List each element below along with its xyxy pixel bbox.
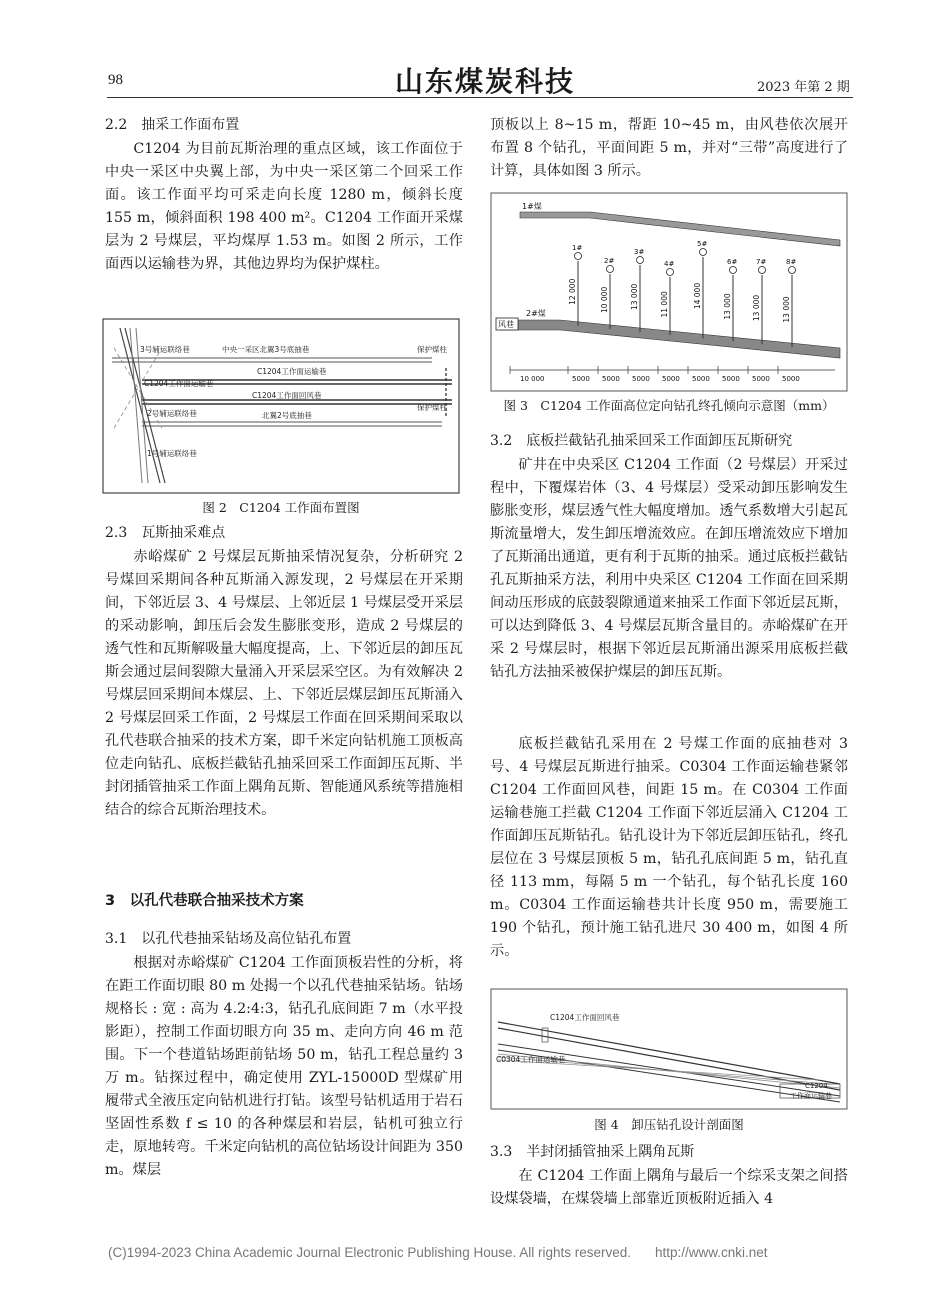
drill-hole-label: 4# bbox=[664, 260, 675, 268]
drill-hole-label: 2# bbox=[604, 257, 615, 265]
spacing-label: 5000 bbox=[602, 375, 620, 383]
spacing-label: 5000 bbox=[752, 375, 770, 383]
drill-hole-end bbox=[789, 267, 796, 274]
drill-hole-end bbox=[700, 249, 707, 256]
drill-hole-height: 13 000 bbox=[723, 293, 732, 320]
drill-hole-end bbox=[759, 267, 766, 274]
seam-2-label: 2#煤 bbox=[526, 309, 546, 318]
section-3-2-paragraph-1: 矿井在中央采区 C1204 工作面（2 号煤层）开采过程中，下覆煤岩体（3、4 号煤层）受采动卸压影响发生膨胀变形，煤层透气性大幅度增加。透气系数增大引起瓦斯流量增大，发生卸压增流效应。在卸压增流效应下增加了瓦斯涌出通道，更有利于瓦斯的抽采。通过底板拦截钻孔瓦斯抽采方法，利用中央采区 C1204 工作面在回采期间动压形成的底鼓裂隙通道来抽采工作面下邻近层瓦斯，可以达到降低 3、4 号煤层瓦斯含量目的。赤峪煤矿在开采 2 号煤层时，根据下邻近层瓦斯涌出源采用底板拦截钻孔方法抽采被保护煤层的卸压瓦斯。 bbox=[490, 457, 848, 680]
issue-label: 2023 年第 2 期 bbox=[757, 80, 850, 95]
drill-hole-label: 5# bbox=[697, 240, 708, 248]
drill-hole-height: 13 000 bbox=[782, 296, 791, 323]
section-3-1-heading: 3.1 以孔代巷抽采钻场及高位钻孔布置 bbox=[105, 931, 352, 947]
fig4-c1204-label-2: 工作面运输巷 bbox=[790, 1092, 832, 1100]
fig2-label-central-lane: 中央一采区北翼3号底抽巷 bbox=[222, 345, 310, 354]
figure-2-diagram bbox=[102, 318, 460, 494]
figure-3-diagram bbox=[490, 192, 848, 392]
seam-1-label: 1#煤 bbox=[522, 202, 542, 211]
page-number: 98 bbox=[108, 72, 123, 88]
drill-hole-height: 10 000 bbox=[600, 286, 609, 313]
drill-hole-label: 8# bbox=[786, 258, 797, 266]
fig2-label-lane2: 2号辅运联络巷 bbox=[147, 409, 197, 418]
fig2-label-protect-right: 保护煤柱 bbox=[417, 403, 447, 412]
drill-hole-end bbox=[607, 266, 614, 273]
fig4-return-label: C1204工作面回风巷 bbox=[550, 1013, 620, 1022]
section-3-heading: 3 以孔代巷联合抽采技术方案 bbox=[105, 893, 304, 909]
fig2-label-lane3: 3号辅运联络巷 bbox=[140, 345, 190, 354]
drill-hole-label: 7# bbox=[756, 258, 767, 266]
fig2-label-north2: 北翼2号底抽巷 bbox=[262, 411, 312, 420]
drill-hole-height: 12 000 bbox=[568, 278, 577, 305]
section-3-3-heading: 3.3 半封闭插管抽采上隅角瓦斯 bbox=[490, 1144, 695, 1160]
drill-hole-height: 11 000 bbox=[660, 291, 669, 318]
figure-3-caption: 图 3 C1204 工作面高位定向钻孔终孔倾向示意图（mm） bbox=[503, 398, 835, 413]
continued-paragraph: 顶板以上 8~15 m，帮距 10~45 m，由风巷依次展开布置 8 个钻孔，平面间距 5 m，并对“三带”高度进行了计算，具体如图 3 所示。 bbox=[490, 117, 848, 179]
figure-2 bbox=[102, 318, 460, 494]
airway-label: 风巷 bbox=[498, 320, 514, 329]
drill-hole-label: 1# bbox=[572, 244, 583, 252]
section-2-3-paragraph: 赤峪煤矿 2 号煤层瓦斯抽采情况复杂，分析研究 2 号煤回采期间各种瓦斯涌入源发现，2 号煤层在开采期间，下邻近层 3、4 号煤层、上邻近层 1 号煤层受开采层的采动影响，卸压后会发生膨胀变形，造成 2 号煤层的透气性和瓦斯解吸量大幅度提高，上、下邻近层的卸压瓦斯会通过层间裂隙大量涌入开采层采空区。为有效解决 2 号煤层回采期间本煤层、上、下邻近层煤层卸压瓦斯涌入 2 号煤层回采工作面，2 号煤层工作面在回采期间采取以孔代巷联合抽采的技术方案，即千米定向钻机施工顶板高位走向钻孔、底板拦截钻孔抽采回采工作面卸压瓦斯、半封闭插管抽采工作面上隅角瓦斯、智能通风系统等措施相结合的综合瓦斯治理技术。 bbox=[105, 549, 463, 818]
drill-hole-height: 14 000 bbox=[693, 282, 702, 310]
section-3-2-paragraph-2: 底板拦截钻孔采用在 2 号煤工作面的底抽巷对 3 号、4 号煤层瓦斯进行抽采。C0304 工作面运输巷紧邻 C1204 工作面回风巷，间距 15 m。在 C0304 工作面运输巷施工拦截 C1204 工作面下邻近层涌入 C1204 工作面卸压瓦斯钻孔。钻孔设计为下邻近层卸压钻孔，终孔层位在 3 号煤层顶板 5 m，钻孔孔底间距 5 m，钻孔直径 113 mm，每隔 5 m 一个钻孔，每个钻孔长度 160 m。C0304 工作面运输巷共计长度 950 m，需要施工 190 个钻孔，预计施工钻孔进尺 30 400 m，如图 4 所示。 bbox=[490, 736, 848, 959]
drill-hole-height: 13 000 bbox=[630, 283, 639, 310]
spacing-label: 10 000 bbox=[520, 375, 545, 383]
fig2-label-face-return: C1204工作面回风巷 bbox=[252, 391, 322, 400]
spacing-label: 5000 bbox=[662, 375, 680, 383]
figure-4-diagram bbox=[490, 988, 848, 1110]
fig2-label-transport-top: C1204工作面运输巷 bbox=[257, 367, 327, 376]
figure-3 bbox=[490, 192, 848, 392]
fig4-c0304-label: C0304工作面运输巷 bbox=[496, 1055, 566, 1064]
section-2-2-paragraph: C1204 为目前瓦斯治理的重点区域，该工作面位于中央一采区中央翼上部，为中央一采区第二个回采工作面。该工作面平均可采走向长度 1280 m，倾斜长度 155 m，倾斜面积 198 400 m²。C1204 工作面开采煤层为 2 号煤层，平均煤厚 1.53 m。如图 2 所示，工作面西以运输巷为界，其他边界均为保护煤柱。 bbox=[105, 141, 463, 272]
copyright-notice: (C)1994-2023 China Academic Journal Electronic Publishing House. All rights reserved. bbox=[108, 1245, 632, 1260]
fig2-label-lane1: 1号辅运联络巷 bbox=[147, 449, 197, 458]
section-3-2-heading: 3.2 底板拦截钻孔抽采回采工作面卸压瓦斯研究 bbox=[490, 433, 793, 449]
drill-hole-end bbox=[637, 257, 644, 264]
spacing-label: 5000 bbox=[632, 375, 650, 383]
cnki-link[interactable]: http://www.cnki.net bbox=[655, 1245, 768, 1260]
drill-hole-end bbox=[667, 269, 674, 276]
header-rule bbox=[107, 97, 853, 98]
spacing-label: 5000 bbox=[782, 375, 800, 383]
section-2-2-heading: 2.2 抽采工作面布置 bbox=[105, 117, 240, 133]
drill-hole-end bbox=[575, 253, 582, 260]
journal-title: 山东煤炭科技 bbox=[395, 65, 576, 98]
figure-4-frame bbox=[491, 989, 847, 1109]
spacing-label: 5000 bbox=[692, 375, 710, 383]
fig4-c1204-label-1: C1204 bbox=[805, 1082, 828, 1090]
fig2-label-protect-top: 保护煤柱 bbox=[417, 345, 447, 354]
section-3-3-paragraph: 在 C1204 工作面上隅角与最后一个综采支架之间搭设煤袋墙，在煤袋墙上部靠近顶板附近插入 4 bbox=[490, 1168, 848, 1207]
drill-hole-label: 6# bbox=[727, 258, 738, 266]
figure-4 bbox=[490, 988, 848, 1110]
drill-hole-height: 13 000 bbox=[752, 294, 761, 322]
drill-hole-end bbox=[730, 267, 737, 274]
section-3-1-paragraph: 根据对赤峪煤矿 C1204 工作面顶板岩性的分析，将在距工作面切眼 80 m 处揭一个以孔代巷抽采钻场。钻场规格长 : 宽 : 高为 4.2:4:3，钻孔孔底间距 7 m（水平投影距），控制工作面切眼方向 35 m、走向方向 46 m 范围。下一个巷道钻场距前钻场 50 m，钻孔工程总量约 3 万 m。钻探过程中，确定使用 ZYL-15000D 型煤矿用履带式全液压定向钻机进行打钻。该型号钻机适用于岩石坚固性系数 f ≤ 10 的各种煤层和岩层，钻机可独立行走，原地转弯。千米定向钻机的高位钻场设计间距为 350 m。煤层 bbox=[105, 955, 463, 1178]
drill-hole-label: 3# bbox=[634, 248, 645, 256]
spacing-label: 5000 bbox=[572, 375, 590, 383]
fig2-label-face-transport: C1204工作面运输巷 bbox=[144, 379, 214, 388]
figure-4-caption: 图 4 卸压钻孔设计剖面图 bbox=[594, 1117, 744, 1132]
section-2-3-heading: 2.3 瓦斯抽采难点 bbox=[105, 525, 226, 541]
spacing-label: 5000 bbox=[722, 375, 740, 383]
figure-2-caption: 图 2 C1204 工作面布置图 bbox=[202, 500, 360, 515]
